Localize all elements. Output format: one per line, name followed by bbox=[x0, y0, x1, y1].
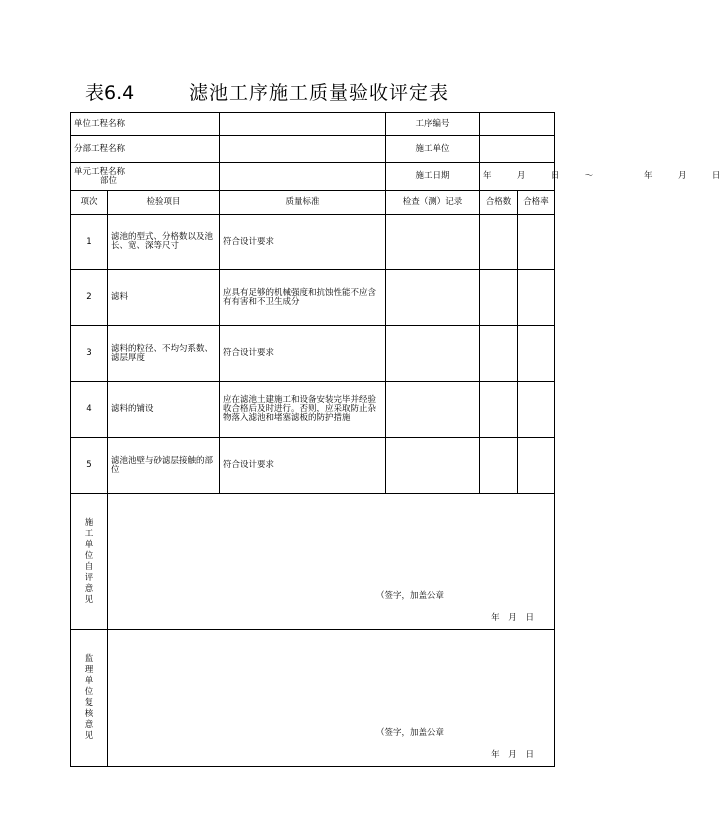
construction-unit-label: 施工单位 bbox=[386, 136, 480, 163]
element-project-label: 单元工程名称 bbox=[74, 166, 126, 177]
col-item-no: 项次 bbox=[71, 191, 108, 215]
table-row bbox=[71, 326, 555, 382]
contractor-sign-text: （签字，加盖公章 bbox=[376, 591, 445, 601]
construction-unit-value[interactable] bbox=[480, 136, 555, 163]
element-project-row bbox=[71, 163, 220, 191]
row-qualified-count[interactable] bbox=[480, 438, 518, 494]
row-standard: 符合设计要求 bbox=[220, 215, 386, 270]
row-item: 滤料的粒径、不均匀系数、滤层厚度 bbox=[108, 326, 220, 382]
row-qualified-rate[interactable] bbox=[518, 326, 555, 382]
element-project-sublabel: 部位 bbox=[100, 175, 118, 186]
supervisor-sign-text: （签字，加盖公章 bbox=[376, 728, 445, 738]
row-no: 3 bbox=[71, 326, 108, 382]
contractor-opinion-area[interactable] bbox=[108, 494, 555, 630]
row-qualified-count[interactable] bbox=[480, 382, 518, 438]
table-row bbox=[71, 215, 555, 270]
col-qualified-count: 合格数 bbox=[480, 191, 518, 215]
supervisor-sign-date: 年 月 日 bbox=[491, 750, 535, 760]
supervisor-opinion-label: 监理单位复核意见 bbox=[71, 630, 108, 767]
table-number: 表6.4 bbox=[85, 82, 135, 104]
row-qualified-count[interactable] bbox=[480, 270, 518, 326]
process-no-value[interactable] bbox=[480, 113, 555, 136]
row-standard: 应具有足够的机械强度和抗蚀性能不应含有有害和不卫生成分 bbox=[220, 270, 386, 326]
row-item: 滤料 bbox=[108, 270, 220, 326]
row-standard: 应在滤池土建施工和设备安装完毕并经验收合格后及时进行。否则，应采取防止杂物落入滤池和堵塞滤板的防护措施 bbox=[220, 382, 386, 438]
contractor-opinion-label: 施工单位自评意见 bbox=[71, 494, 108, 630]
row-item: 滤池池壁与砂滤层接触的部位 bbox=[108, 438, 220, 494]
process-no-label: 工序编号 bbox=[386, 113, 480, 136]
row-qualified-count[interactable] bbox=[480, 215, 518, 270]
form-title bbox=[85, 78, 525, 102]
row-standard: 符合设计要求 bbox=[220, 438, 386, 494]
contractor-sign-date: 年 月 日 bbox=[491, 613, 535, 623]
row-record[interactable] bbox=[386, 382, 480, 438]
row-record[interactable] bbox=[386, 326, 480, 382]
row-qualified-rate[interactable] bbox=[518, 215, 555, 270]
sub-project-row bbox=[71, 136, 220, 163]
supervisor-opinion-row bbox=[71, 630, 555, 767]
unit-project-label: 单位工程名称 bbox=[74, 118, 126, 129]
sub-project-value[interactable] bbox=[220, 136, 386, 163]
row-qualified-count[interactable] bbox=[480, 326, 518, 382]
row-no: 1 bbox=[71, 215, 108, 270]
construction-date-value[interactable]: 年 月 日 ～ 年 月 日 bbox=[480, 163, 555, 191]
element-project-value[interactable] bbox=[220, 163, 386, 191]
supervisor-opinion-area[interactable] bbox=[108, 630, 555, 767]
row-qualified-rate[interactable] bbox=[518, 270, 555, 326]
col-qualified-rate: 合格率 bbox=[518, 191, 555, 215]
row-no: 2 bbox=[71, 270, 108, 326]
unit-project-row bbox=[71, 113, 220, 136]
col-record: 检查（测）记录 bbox=[386, 191, 480, 215]
table-row bbox=[71, 270, 555, 326]
row-item: 滤池的型式、分格数以及池长、宽、深等尺寸 bbox=[108, 215, 220, 270]
row-record[interactable] bbox=[386, 215, 480, 270]
row-qualified-rate[interactable] bbox=[518, 382, 555, 438]
construction-date-label: 施工日期 bbox=[386, 163, 480, 191]
row-record[interactable] bbox=[386, 270, 480, 326]
unit-project-value[interactable] bbox=[220, 113, 386, 136]
row-item: 滤料的铺设 bbox=[108, 382, 220, 438]
sub-project-label: 分部工程名称 bbox=[74, 143, 126, 154]
evaluation-table bbox=[70, 112, 720, 767]
row-no: 5 bbox=[71, 438, 108, 494]
contractor-opinion-row bbox=[71, 494, 555, 630]
row-record[interactable] bbox=[386, 438, 480, 494]
table-row bbox=[71, 438, 555, 494]
row-standard: 符合设计要求 bbox=[220, 326, 386, 382]
row-no: 4 bbox=[71, 382, 108, 438]
table-row bbox=[71, 382, 555, 438]
table-name: 滤池工序施工质量验收评定表 bbox=[189, 82, 450, 104]
row-qualified-rate[interactable] bbox=[518, 438, 555, 494]
col-check-item: 检验项目 bbox=[108, 191, 220, 215]
col-standard: 质量标准 bbox=[220, 191, 386, 215]
